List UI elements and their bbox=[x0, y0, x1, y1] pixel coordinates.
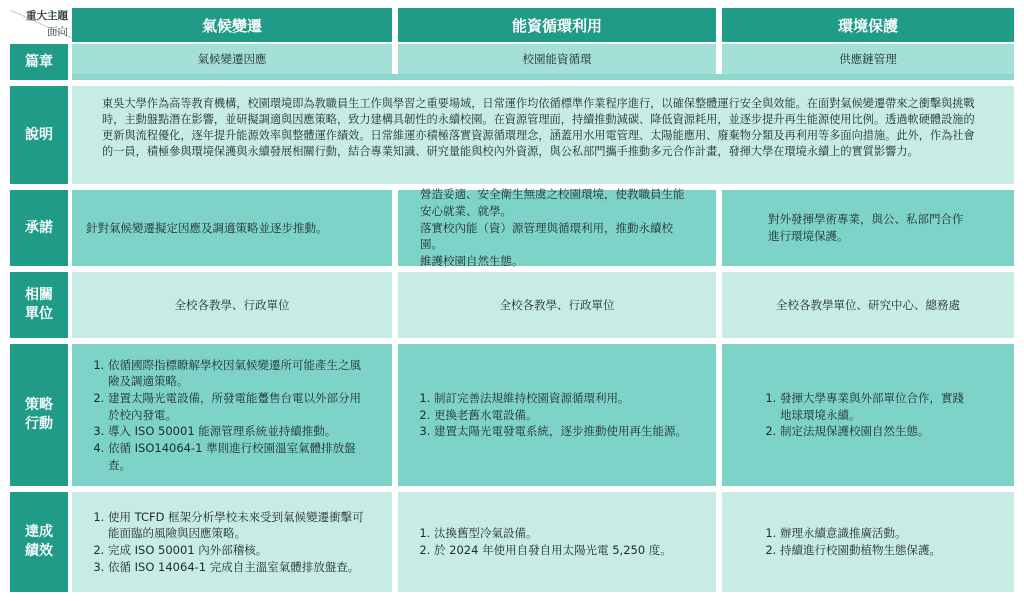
strategy-cell-environment bbox=[722, 344, 1014, 486]
strategy-cell-recycling bbox=[398, 344, 716, 486]
chapter-cell-climate: 氣候變遷因應 bbox=[72, 44, 392, 74]
results-label-line1: 達成 bbox=[25, 524, 53, 541]
commitment-cell-climate bbox=[72, 190, 392, 266]
strategy-label-line1: 策略 bbox=[25, 397, 53, 414]
list-item: 3. 導入 ISO 50001 能源管理系統並持續推動。 bbox=[108, 423, 368, 440]
commitment-text-climate bbox=[86, 220, 328, 237]
strategy-list-climate bbox=[86, 357, 368, 474]
results-cell-recycling bbox=[398, 492, 716, 592]
list-item: 1. 辦理永續意識推廣活動。 bbox=[780, 525, 941, 542]
list-item: 1. 發揮大學專業與外部單位合作，實踐地球環境永續。 bbox=[780, 390, 974, 423]
commitment-line: 落實校內能（資）源管理與循環利用，推動永續校園。 bbox=[420, 220, 673, 252]
commitment-line: 營造妥適、安全衛生無虞之校園環境，使教職員生能安心就業、就學。 bbox=[420, 187, 685, 218]
results-label-line2: 績效 bbox=[25, 543, 53, 559]
row-label-strategy bbox=[10, 344, 68, 486]
results-list-recycling bbox=[412, 525, 672, 558]
results-list-environment bbox=[758, 525, 941, 558]
list-item: 2. 於 2024 年使用自發自用太陽光電 5,250 度。 bbox=[434, 542, 672, 559]
units-cell-recycling: 全校各教學、行政單位 bbox=[398, 272, 716, 338]
corner-label-topic: 重大主題 bbox=[26, 10, 68, 22]
strategy-list-environment bbox=[758, 390, 974, 440]
chapter-cell-recycling: 校園能資循環 bbox=[398, 44, 716, 74]
row-label-commitment: 承諾 bbox=[10, 190, 68, 266]
row-label-results bbox=[10, 492, 68, 592]
units-cell-climate: 全校各教學、行政單位 bbox=[72, 272, 392, 338]
chapter-cell-environment: 供應鏈管理 bbox=[722, 44, 1014, 74]
list-item: 1. 汰換舊型冷氣設備。 bbox=[434, 525, 672, 542]
theme-header-climate: 氣候變遷 bbox=[72, 8, 392, 42]
units-label-line2: 單位 bbox=[25, 306, 53, 322]
results-list-climate bbox=[86, 509, 368, 576]
commitment-line: 針對氣候變遷擬定因應及調適策略並逐步推動。 bbox=[86, 220, 328, 235]
strategy-list-recycling bbox=[412, 390, 687, 440]
strategy-label-line2: 行動 bbox=[25, 416, 53, 432]
corner-label-aspect: 面向 bbox=[47, 26, 68, 38]
results-cell-environment bbox=[722, 492, 1014, 592]
units-cell-environment: 全校各教學單位、研究中心、總務處 bbox=[722, 272, 1014, 338]
chapter-band bbox=[72, 74, 1014, 80]
theme-header-recycling: 能資循環利用 bbox=[398, 8, 716, 42]
list-item: 1. 制訂完善法規維持校園資源循環利用。 bbox=[434, 390, 687, 407]
list-item: 1. 使用 TCFD 框架分析學校未來受到氣候變遷衝擊可能面臨的風險與因應策略。 bbox=[108, 509, 368, 542]
commitment-text-recycling bbox=[420, 186, 692, 269]
strategy-cell-climate bbox=[72, 344, 392, 486]
list-item: 2. 完成 ISO 50001 內外部稽核。 bbox=[108, 542, 368, 559]
list-item: 3. 建置太陽光電發電系統，逐步推動使用再生能源。 bbox=[434, 423, 687, 440]
row-label-description: 說明 bbox=[10, 86, 68, 184]
list-item: 1. 依循國際指標瞭解學校因氣候變遷所可能產生之風險及調適策略。 bbox=[108, 357, 368, 390]
list-item: 4. 依循 ISO14064-1 準則進行校園溫室氣體排放盤查。 bbox=[108, 440, 368, 473]
units-label-line1: 相關 bbox=[25, 287, 53, 304]
results-cell-climate bbox=[72, 492, 392, 592]
list-item: 2. 更換老舊水電設備。 bbox=[434, 407, 687, 424]
list-item: 2. 建置太陽光電設備，所發電能躉售台電以外部分用於校內發電。 bbox=[108, 390, 368, 423]
commitment-line: 對外發揮學術專業，與公、私部門合作進行環境保護。 bbox=[768, 212, 964, 243]
corner-header bbox=[8, 8, 72, 40]
row-label-units bbox=[10, 272, 68, 338]
description-text: 東吳大學作為高等教育機構，校園環境即為教職員生工作與學習之重要場域，日常運作均依循標準作業程序進行，以確保整體運行安全與效能。在面對氣候變遷帶來之衝擊與挑戰時，主動盤點潛在影響，並研擬調適與因應策略，致力建構具韌性的永續校園。在資源管理面，持續推動減碳、降低資源耗用，並逐步提升再生能源使用比例。透過軟硬體設施的更新與流程優化，逐年提升能源效率與整體運作績效。日常維運亦積極落實資源循環理念，涵蓋用水用電管理、太陽能應用、廢棄物分類及再利用等多面向措施。此外，作為社會的一員，積極參與環境保護與永續發展相關行動，結合專業知識、研究量能與校內外資源，與公私部門攜手推動多元合作計畫，發揮大學在環境永續上的實質影響力。 bbox=[72, 86, 1014, 184]
commitment-cell-recycling bbox=[398, 187, 716, 269]
list-item: 2. 制定法規保護校園自然生態。 bbox=[780, 423, 974, 440]
commitment-cell-environment bbox=[722, 190, 1014, 266]
list-item: 2. 持續進行校園動植物生態保護。 bbox=[780, 542, 941, 559]
row-label-chapter: 篇章 bbox=[10, 44, 68, 80]
commitment-text-environment bbox=[768, 211, 974, 244]
theme-header-environment: 環境保護 bbox=[722, 8, 1014, 42]
commitment-line: 維護校園自然生態。 bbox=[420, 254, 524, 269]
list-item: 3. 依循 ISO 14064-1 完成自主溫室氣體排放盤查。 bbox=[108, 559, 368, 576]
